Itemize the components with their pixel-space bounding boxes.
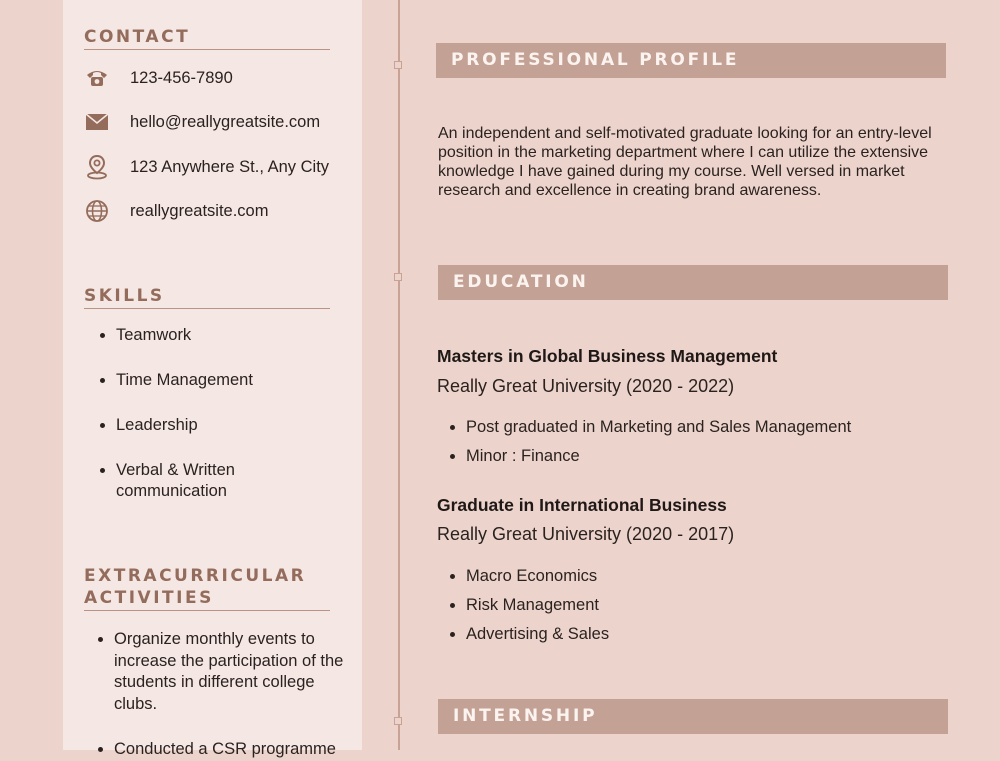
timeline-line xyxy=(398,0,400,750)
phone-icon xyxy=(84,66,110,90)
degree-detail: • Risk Management xyxy=(466,591,609,620)
activity-item: • Organize monthly events to increase the participation of the students in different college clubs. xyxy=(114,629,346,715)
email-text[interactable]: hello@reallygreatsite.com xyxy=(130,112,321,131)
mail-icon xyxy=(84,110,110,134)
website-text[interactable]: reallygreatsite.com xyxy=(130,201,269,220)
activity-item: • Conducted a CSR programme xyxy=(114,739,346,761)
degree-details xyxy=(446,413,851,471)
degree-detail: • Post graduated in Marketing and Sales Management xyxy=(466,413,851,442)
phone-text[interactable]: 123-456-7890 xyxy=(130,68,233,87)
timeline-node xyxy=(394,61,402,69)
skill-item: • Verbal & Written communication xyxy=(116,460,266,502)
profile-text: An independent and self-motivated graduate looking for an entry-level position in the marketing department where I can utilize the extensive knowledge I have gained during my course. Well versed in market research and excellence in creating brand awareness. xyxy=(438,125,932,199)
timeline-node xyxy=(394,717,402,725)
skill-item: • Time Management xyxy=(116,370,336,391)
degree-title: Graduate in International Business xyxy=(437,495,727,515)
skills-heading: SKILLS xyxy=(84,285,330,309)
contact-website xyxy=(84,199,268,223)
extracurricular-heading: EXTRACURRICULAR ACTIVITIES xyxy=(84,565,330,611)
contact-email xyxy=(84,110,320,134)
internship-heading: INTERNSHIP xyxy=(438,699,948,734)
degree-school: Really Great University (2020 - 2022) xyxy=(437,376,735,396)
extracurricular-list xyxy=(94,629,346,761)
timeline-node xyxy=(394,273,402,281)
skill-item: • Teamwork xyxy=(116,325,336,346)
location-pin-icon xyxy=(84,155,110,179)
contact-phone xyxy=(84,66,233,90)
contact-heading: CONTACT xyxy=(84,26,330,50)
education-heading: EDUCATION xyxy=(438,265,948,300)
degree-school: Really Great University (2020 - 2017) xyxy=(437,524,735,544)
degree-detail: • Minor : Finance xyxy=(466,442,851,471)
contact-address xyxy=(84,155,329,179)
degree-title: Masters in Global Business Management xyxy=(437,346,778,366)
degree-detail: • Advertising & Sales xyxy=(466,620,609,649)
degree-details xyxy=(446,562,609,649)
globe-icon xyxy=(84,199,110,223)
profile-heading: PROFESSIONAL PROFILE xyxy=(436,43,946,78)
address-text: 123 Anywhere St., Any City xyxy=(130,157,330,176)
skill-item: • Leadership xyxy=(116,415,336,436)
degree-detail: • Macro Economics xyxy=(466,562,609,591)
skills-list xyxy=(96,325,336,502)
